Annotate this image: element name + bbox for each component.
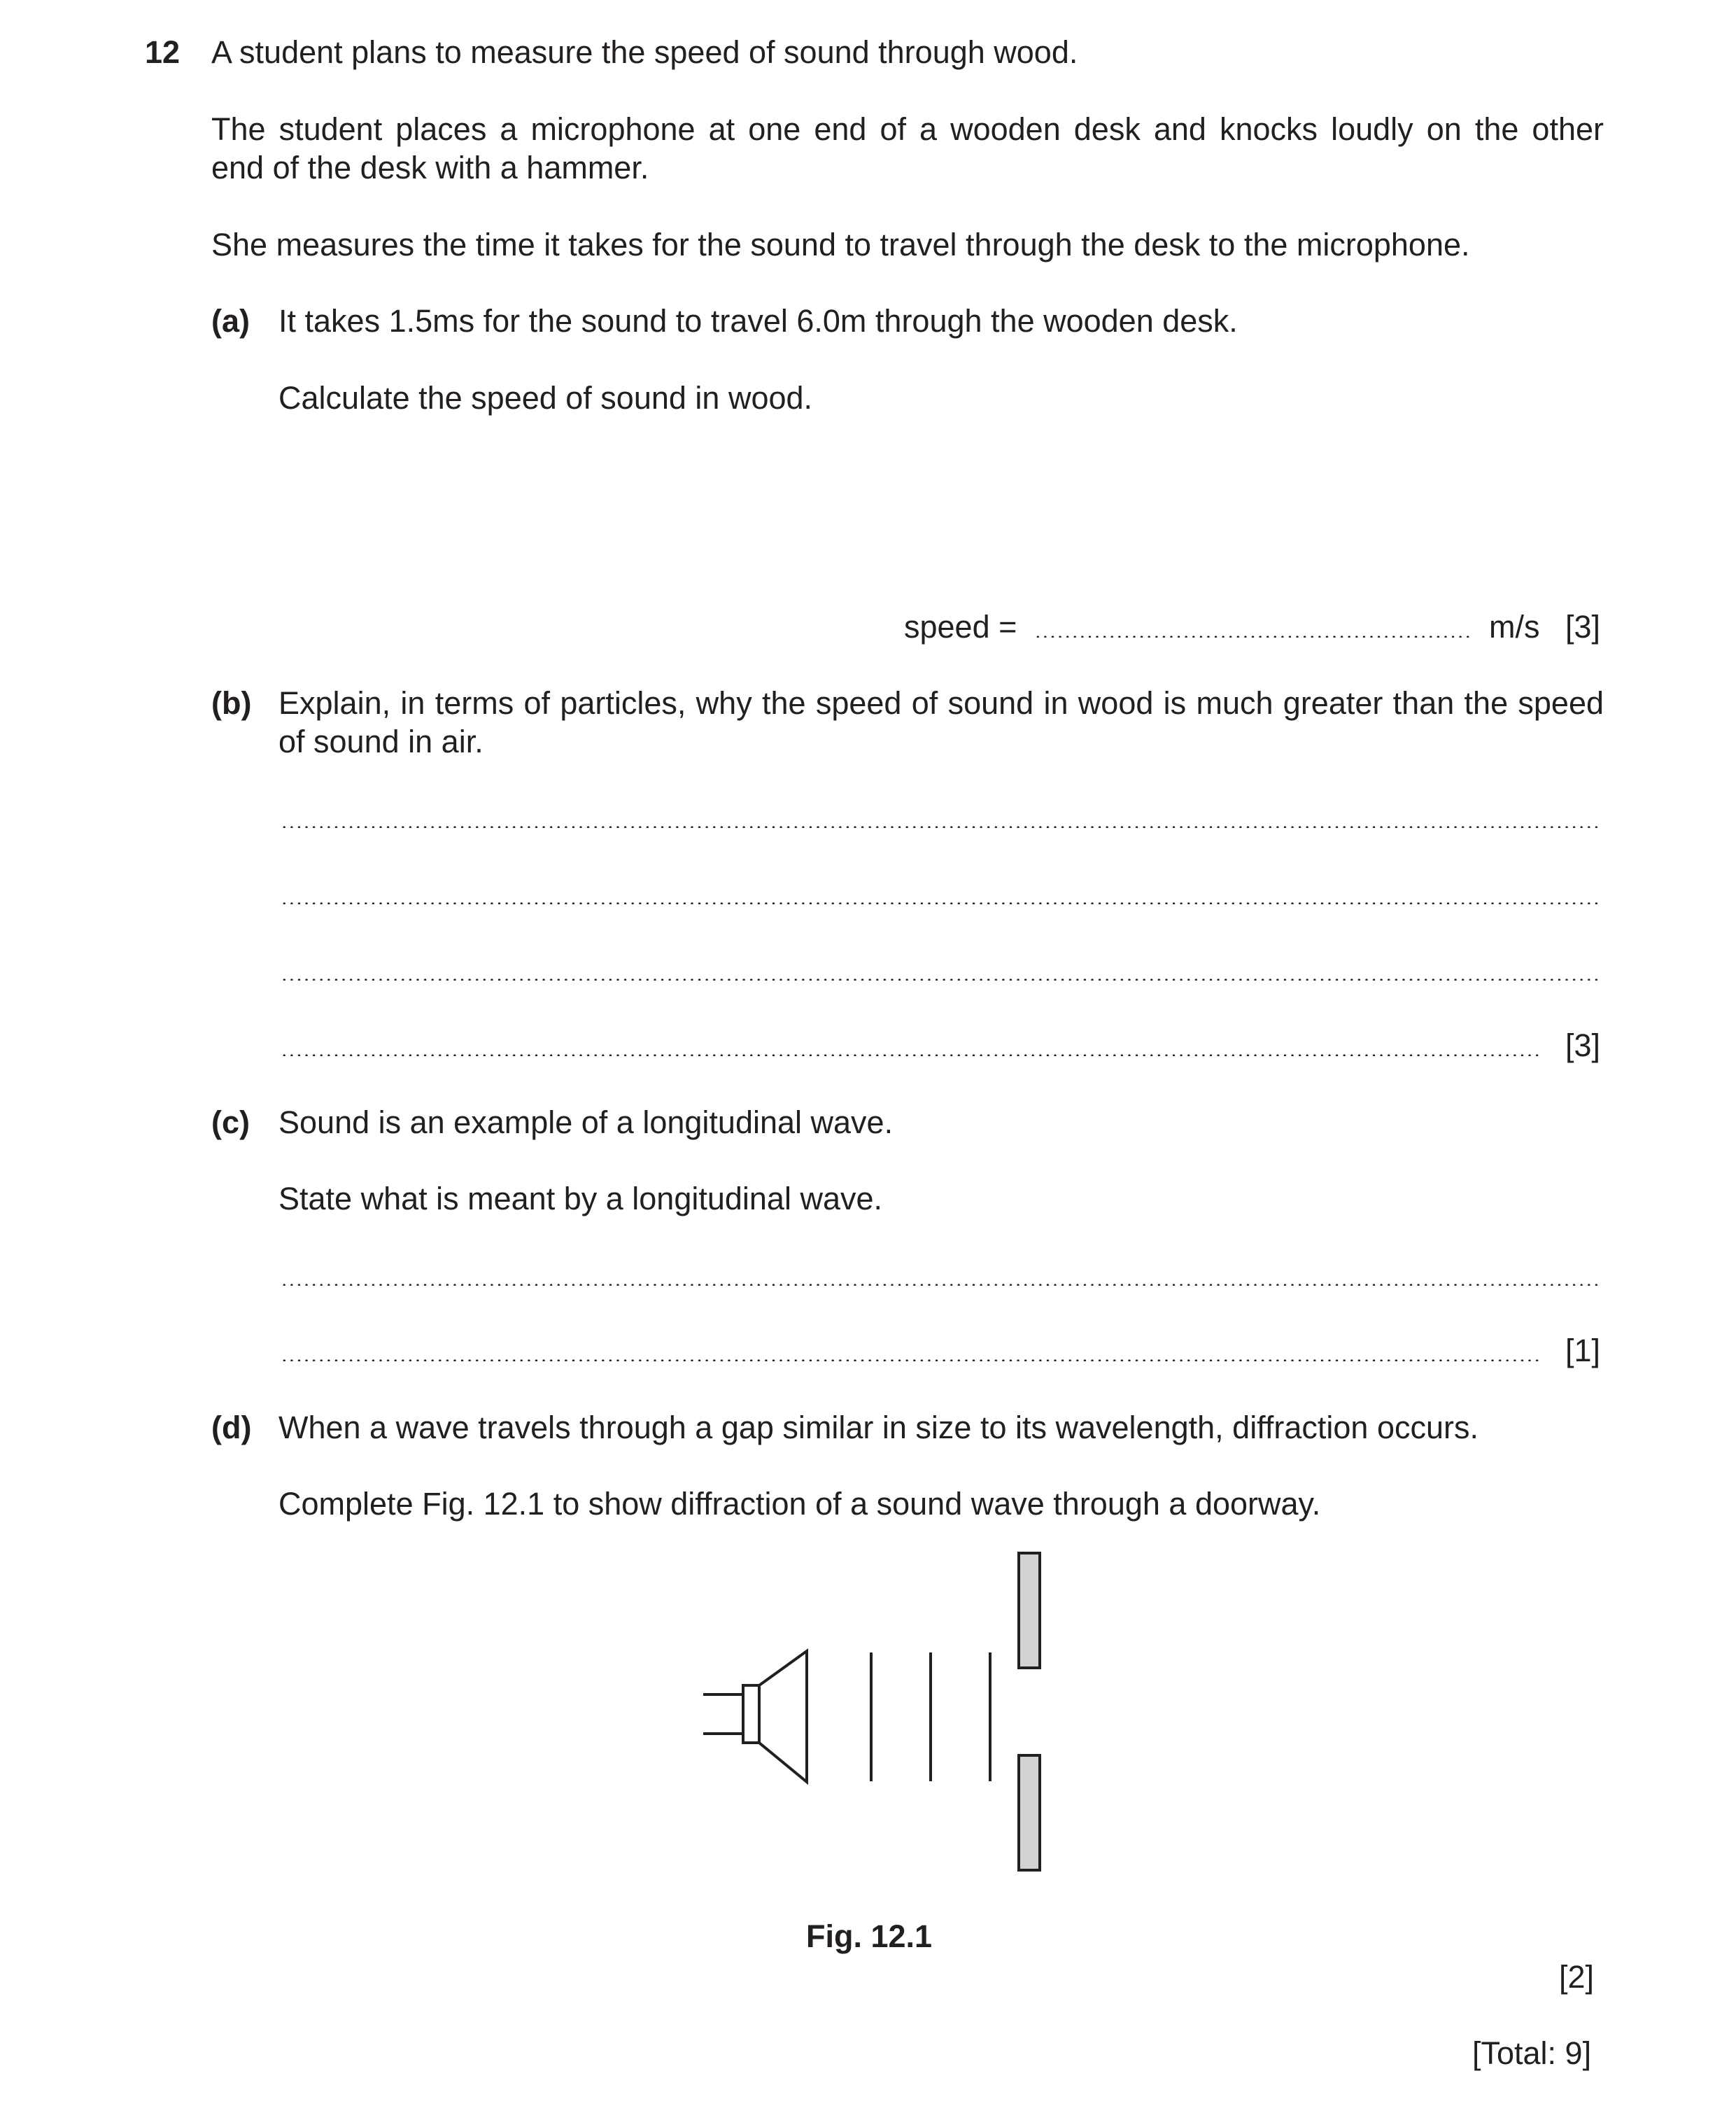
part-a-label: (a) [211,303,250,339]
part-a-marks: [3] [1565,609,1601,645]
figure-caption: Fig. 12.1 [806,1918,933,1954]
part-b-label: (b) [211,685,252,721]
part-c-answer-line-2[interactable] [281,1359,1542,1361]
question-context-line1: The student places a microphone at one end of a wooden desk and knocks loudly on the other [211,111,1604,147]
part-c-answer-line-1[interactable] [281,1284,1602,1286]
question-context-line2: end of the desk with a hammer. [211,150,649,185]
part-a-instruction: Calculate the speed of sound in wood. [278,380,813,416]
part-c-label: (c) [211,1104,250,1140]
question-intro: A student plans to measure the speed of sound through wood. [211,34,1078,70]
part-a-text: It takes 1.5ms for the sound to travel 6.0m through the wooden desk. [278,303,1238,339]
part-b-text-line2: of sound in air. [278,724,484,759]
part-d-instruction: Complete Fig. 12.1 to show diffraction of a sound wave through a doorway. [278,1486,1321,1522]
question-number: 12 [145,34,181,70]
loudspeaker-icon [703,1651,807,1782]
diffraction-figure[interactable] [693,1550,1057,1886]
part-d-marks: [2] [1559,1959,1595,1995]
question-context-line3: She measures the time it takes for the sound to travel through the desk to the microphone. [211,227,1470,262]
part-c-instruction: State what is meant by a longitudinal wave. [278,1181,882,1216]
speed-answer-unit: m/s [1489,609,1540,645]
speed-answer-line[interactable] [1034,636,1472,638]
speaker-body [743,1685,759,1743]
part-d-text: When a wave travels through a gap similar in size to its wavelength, diffraction occurs. [278,1410,1479,1445]
part-c-marks: [1] [1565,1333,1601,1368]
part-d-label: (d) [211,1410,252,1445]
speed-answer-prefix: speed = [904,609,1017,645]
speaker-cone [759,1651,807,1782]
part-b-answer-line-2[interactable] [281,902,1602,904]
doorway-wall-top [1019,1553,1040,1668]
part-b-answer-line-1[interactable] [281,826,1602,828]
question-total-marks: [Total: 9] [1472,2035,1592,2071]
part-b-answer-line-3[interactable] [281,978,1602,981]
doorway-wall-bottom [1019,1755,1040,1870]
part-b-marks: [3] [1565,1027,1601,1063]
part-b-text-line1: Explain, in terms of particles, why the speed of sound in wood is much greater than the speed [278,685,1604,721]
part-b-answer-line-4[interactable] [281,1054,1542,1056]
part-c-text: Sound is an example of a longitudinal wave. [278,1104,894,1140]
